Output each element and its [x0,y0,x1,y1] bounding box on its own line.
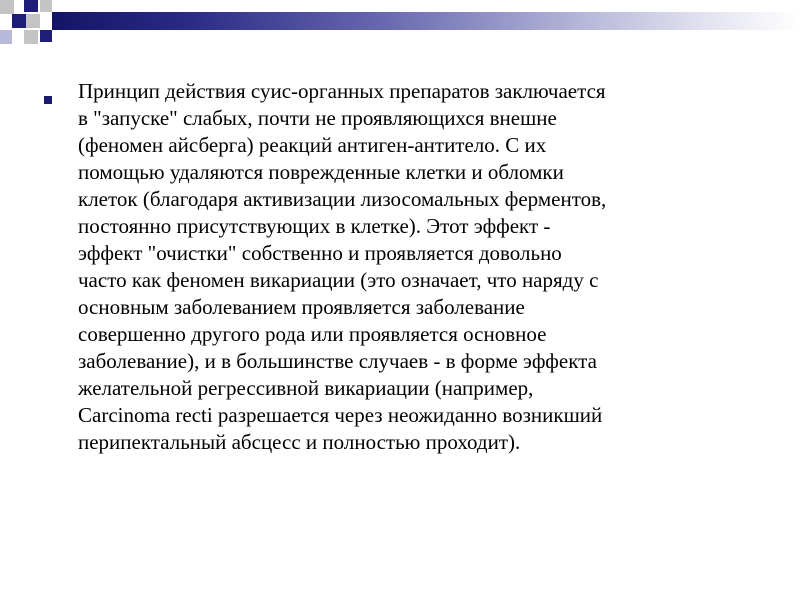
decor-square-6 [0,30,12,44]
decor-square-7 [24,30,38,44]
decor-square-3 [40,0,52,12]
header-gradient-band [52,12,800,30]
decor-square-2 [24,0,38,12]
decor-square-4 [12,14,26,28]
decor-square-1 [0,0,14,14]
body-paragraph: Принцип действия суис-органных препаратов заключается в "запуске" слабых, почти не проявляющихся внешне (феномен айсберга) реакций антиген-антитело. С их помощью удаляются поврежденные клетки и обломки клеток (благодаря активизации лизосомальных ферментов, постоянно присутствующих в клетке). Этот эффект - эффект "очистки" собственно и проявляется довольно часто как феномен викариации (это означает, что наряду с основным заболеванием проявляется заболевание совершенно другого рода или проявляется основное заболевание), и в большинстве случаев - в форме эффекта желательной регрессивной викариации (например, Carcinoma recti разрешается через неожиданно возникший перипектальный абсцесс и полностью проходит). [78,79,607,454]
decor-square-5 [26,14,40,28]
square-bullet-icon [44,96,52,104]
decor-square-8 [40,30,52,42]
